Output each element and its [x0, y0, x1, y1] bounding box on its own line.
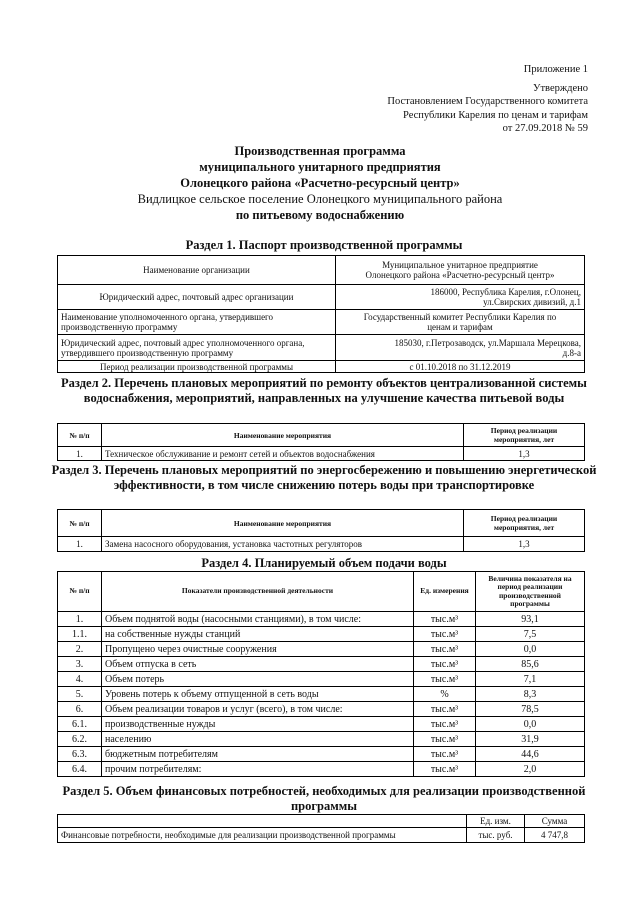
- row-num: 2.: [58, 642, 102, 657]
- row-name: Объем реализации товаров и услуг (всего), в том числе:: [102, 702, 414, 717]
- row-sum: 4 747,8: [525, 828, 585, 843]
- row-value: 44,6: [476, 747, 585, 762]
- row-name: на собственные нужды станций: [102, 627, 414, 642]
- row-num: 5.: [58, 687, 102, 702]
- table-row: [58, 672, 585, 687]
- table-header-row: [58, 572, 585, 612]
- title-line-4: Видлицкое сельское поселение Олонецкого муниципального района: [137, 192, 503, 206]
- passport-label: Наименование организации: [58, 256, 336, 285]
- section2-heading: Раздел 2. Перечень плановых мероприятий по ремонту объектов централизованной системы водоснабжения, мероприятий, направленных на улучшение качества питьевой воды: [61, 376, 587, 405]
- row-unit: тыс.м³: [414, 717, 476, 732]
- row-num: 1.: [58, 537, 102, 552]
- row-name: Уровень потерь к объему отпущенной в сеть воды: [102, 687, 414, 702]
- title-line-1: Производственная программа: [234, 144, 406, 158]
- table-header-row: [58, 815, 585, 828]
- passport-label: Юридический адрес, почтовый адрес уполномоченного органа, утвердившего производственную программу: [58, 335, 336, 361]
- row-value: 7,5: [476, 627, 585, 642]
- section3-heading: Раздел 3. Перечень плановых мероприятий по энергосбережению и повышению энергетической эффективности, в том числе снижению потерь воды при транспортировке: [51, 463, 597, 492]
- row-unit: тыс.м³: [414, 627, 476, 642]
- col-name-header: Наименование мероприятия: [102, 424, 464, 447]
- row-num: 1.: [58, 612, 102, 627]
- title-line-3: Олонецкого района «Расчетно-ресурсный центр»: [180, 176, 460, 190]
- table-row: [58, 627, 585, 642]
- col-unit-header: Ед. изм.: [467, 815, 525, 828]
- table-row: [58, 687, 585, 702]
- passport-value: 185030, г.Петрозаводск, ул.Маршала Мерецкова, д.8-а: [336, 335, 585, 361]
- passport-value: Муниципальное унитарное предприятие Олонецкого района «Расчетно-ресурсный центр»: [336, 256, 585, 285]
- row-unit: тыс.м³: [414, 657, 476, 672]
- col-name-header: Наименование мероприятия: [102, 510, 464, 537]
- row-value: 85,6: [476, 657, 585, 672]
- table-row: [58, 828, 585, 843]
- passport-label: Период реализации производственной программы: [58, 361, 336, 373]
- col-sum-header: Сумма: [525, 815, 585, 828]
- col-num-header: № п/п: [58, 572, 102, 612]
- appendix-label: Приложение 1: [523, 64, 588, 75]
- table-row: [58, 762, 585, 777]
- section1-heading: Раздел 1. Паспорт производственной программы: [185, 238, 463, 252]
- row-value: 8,3: [476, 687, 585, 702]
- passport-row: [58, 310, 585, 335]
- row-num: 3.: [58, 657, 102, 672]
- row-name: производственные нужды: [102, 717, 414, 732]
- row-name: прочим потребителям:: [102, 762, 414, 777]
- passport-value: с 01.10.2018 по 31.12.2019: [336, 361, 585, 373]
- section3-table: [57, 509, 585, 552]
- section4-table: [57, 571, 585, 777]
- passport-value: 186000, Республика Карелия, г.Олонец, ул.Свирских дивизий, д.1: [336, 285, 585, 310]
- row-unit: тыс.м³: [414, 612, 476, 627]
- row-name: Объем поднятой воды (насосными станциями), в том числе:: [102, 612, 414, 627]
- row-name: населению: [102, 732, 414, 747]
- row-unit: тыс.м³: [414, 642, 476, 657]
- col-num-header: № п/п: [58, 510, 102, 537]
- title-line-5: по питьевому водоснабжению: [235, 208, 405, 222]
- row-name: Техническое обслуживание и ремонт сетей и объектов водоснабжения: [102, 447, 464, 461]
- table-row: [58, 717, 585, 732]
- row-period: 1,3: [464, 537, 585, 552]
- col-unit-header: Ед. измерения: [414, 572, 476, 612]
- row-name: Пропущено через очистные сооружения: [102, 642, 414, 657]
- table-row: [58, 447, 585, 461]
- row-unit: тыс.м³: [414, 672, 476, 687]
- table-row: [58, 747, 585, 762]
- col-num-header: № п/п: [58, 424, 102, 447]
- row-unit: тыс.м³: [414, 702, 476, 717]
- col-name-header: Показатели производственной деятельности: [102, 572, 414, 612]
- row-name: Замена насосного оборудования, установка частотных регуляторов: [102, 537, 464, 552]
- row-value: 0,0: [476, 717, 585, 732]
- row-value: 2,0: [476, 762, 585, 777]
- table-row: [58, 702, 585, 717]
- row-name: бюджетным потребителям: [102, 747, 414, 762]
- passport-row: [58, 256, 585, 285]
- passport-label: Юридический адрес, почтовый адрес организации: [58, 285, 336, 310]
- section5-heading: Раздел 5. Объем финансовых потребностей, необходимых для реализации производственной программы: [62, 784, 586, 813]
- row-num: 1.: [58, 447, 102, 461]
- decree-date: от 27.09.2018 № 59: [502, 123, 588, 134]
- decree-line-1: Постановлением Государственного комитета: [387, 96, 588, 107]
- section2-table: [57, 423, 585, 461]
- section1-table: [57, 255, 585, 373]
- row-num: 6.: [58, 702, 102, 717]
- decree-line-2: Республики Карелия по ценам и тарифам: [403, 109, 588, 121]
- blank-header: [58, 815, 467, 828]
- row-value: 78,5: [476, 702, 585, 717]
- table-row: [58, 612, 585, 627]
- row-num: 6.2.: [58, 732, 102, 747]
- approval-block: [387, 63, 588, 136]
- passport-value: Государственный комитет Республики Карелия по ценам и тарифам: [336, 310, 585, 335]
- table-header-row: [58, 424, 585, 447]
- document-title: [0, 143, 640, 223]
- passport-row: [58, 285, 585, 310]
- row-unit: %: [414, 687, 476, 702]
- row-unit: тыс.м³: [414, 747, 476, 762]
- passport-row: [58, 361, 585, 373]
- approved-label: Утверждено: [533, 82, 588, 94]
- row-num: 6.3.: [58, 747, 102, 762]
- passport-row: [58, 335, 585, 361]
- title-line-2: муниципального унитарного предприятия: [199, 160, 441, 174]
- row-value: 0,0: [476, 642, 585, 657]
- section4-heading: Раздел 4. Планируемый объем подачи воды: [201, 556, 447, 570]
- row-value: 31,9: [476, 732, 585, 747]
- passport-label: Наименование уполномоченного органа, утвердившего производственную программу: [58, 310, 336, 335]
- table-row: [58, 537, 585, 552]
- row-unit: тыс. руб.: [467, 828, 525, 843]
- table-row: [58, 657, 585, 672]
- row-period: 1,3: [464, 447, 585, 461]
- row-num: 6.1.: [58, 717, 102, 732]
- row-unit: тыс.м³: [414, 732, 476, 747]
- table-row: [58, 642, 585, 657]
- row-num: 4.: [58, 672, 102, 687]
- row-value: 93,1: [476, 612, 585, 627]
- row-name: Объем потерь: [102, 672, 414, 687]
- row-unit: тыс.м³: [414, 762, 476, 777]
- row-name: Объем отпуска в сеть: [102, 657, 414, 672]
- row-num: 1.1.: [58, 627, 102, 642]
- section5-table: [57, 814, 585, 843]
- row-label: Финансовые потребности, необходимые для реализации производственной программы: [58, 828, 467, 843]
- col-period-header: Период реализации мероприятия, лет: [464, 424, 585, 447]
- row-num: 6.4.: [58, 762, 102, 777]
- col-period-header: Период реализации мероприятия, лет: [464, 510, 585, 537]
- table-row: [58, 732, 585, 747]
- col-value-header: Величина показателя на период реализации производственной программы: [476, 572, 585, 612]
- table-header-row: [58, 510, 585, 537]
- row-value: 7,1: [476, 672, 585, 687]
